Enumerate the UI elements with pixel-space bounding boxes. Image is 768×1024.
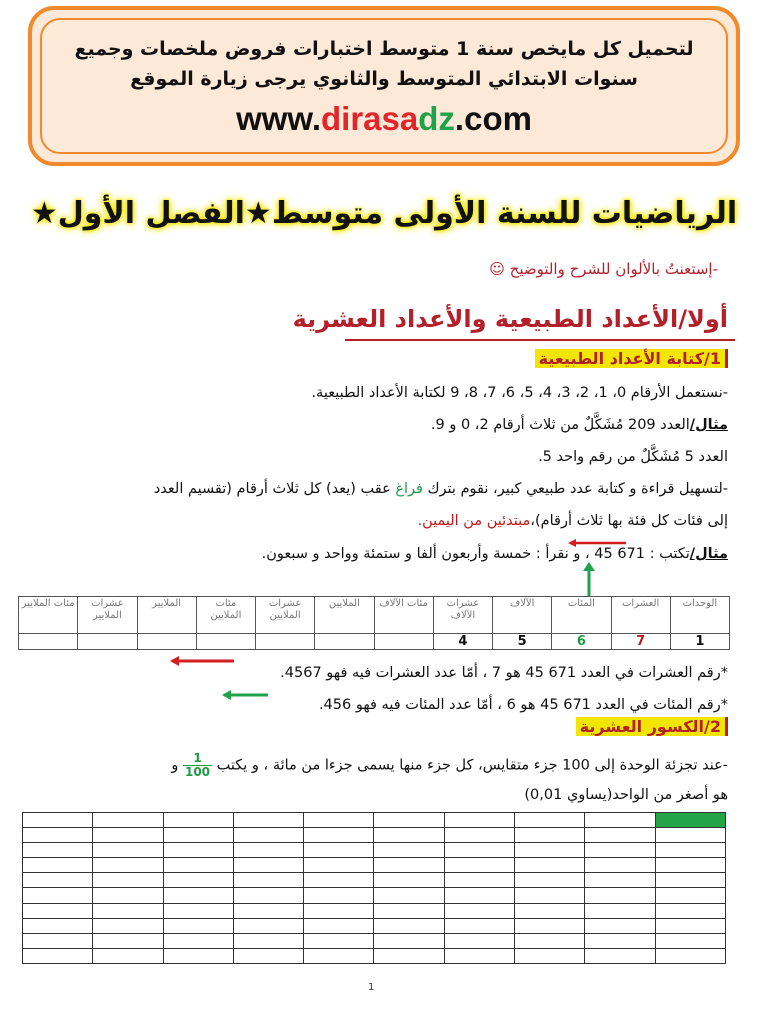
site-green-part: dz [418,100,455,137]
header-cell: الوحدات [670,597,729,634]
grid-cell [163,903,233,918]
paragraph-grouping-1 [154,478,728,500]
grid-cell [23,933,93,948]
grid-cell [585,918,655,933]
digit-cell [315,634,374,650]
grouping-text-c: إلى فئات كل فئة بها ثلاث أرقام)، [530,513,728,529]
grid-cell [515,843,585,858]
hundreds-arrow-green [222,690,270,700]
grid-cell [93,918,163,933]
grid-cell [444,948,514,963]
grid-row [23,903,726,918]
banner-line-1: لتحميل كل مايخص سنة 1 متوسط اختبارات فروض ملخصات وجميع [74,38,694,60]
grid-cell-shaded [655,813,725,828]
grid-cell [23,903,93,918]
site-red-part: dirasa [321,100,419,137]
grid-cell [585,888,655,903]
grid-cell [655,933,725,948]
grid-row [23,813,726,828]
example-label-2: مثال/ [689,546,728,562]
space-arrow-red [568,538,628,548]
grid-cell [304,813,374,828]
subheading-natural-numbers: 1/كتابة الأعداد الطبيعية [535,349,728,368]
grid-cell [233,858,303,873]
grid-cell [374,903,444,918]
site-suffix: .com [454,100,532,137]
grid-cell [163,873,233,888]
colors-note: -إستعنتُ بالألوان للشرح والتوضيح ☺ [489,260,718,278]
header-cell: مئات الملايين [196,597,255,634]
grid-cell [233,948,303,963]
page-number: 1 [368,982,375,993]
grid-row [23,933,726,948]
grid-cell [585,903,655,918]
grid-cell [304,843,374,858]
grid-cell [23,918,93,933]
grid-cell [304,873,374,888]
grid-cell [93,858,163,873]
grid-cell [444,903,514,918]
subheading-decimal-fractions: 2/الكسور العشرية [576,717,728,736]
grid-cell [304,933,374,948]
grid-cell [374,828,444,843]
paragraph-hundredths [171,752,728,779]
grid-row [23,858,726,873]
example-209 [431,414,728,436]
grid-cell [585,933,655,948]
digit-cell [78,634,137,650]
grouping-from-right: مبتدئين من اليمين. [417,513,531,529]
grid-cell [515,933,585,948]
header-cell: الآلاف [493,597,552,634]
grid-cell [93,888,163,903]
tens-example: *رقم العشرات في العدد 671 45 هو 7 ، أمّا عدد العشرات فيه فهو 4567. [280,665,728,681]
paragraph-grouping-2 [417,510,728,532]
grid-cell [93,933,163,948]
grid-cell [655,948,725,963]
grid-cell [444,843,514,858]
header-cell: المئات [552,597,611,634]
grid-cell [515,858,585,873]
example-209-text: العدد 209 مُشَكَّلٌ من ثلاث أرقام 2، 0 و 9. [430,417,690,433]
grid-cell [444,858,514,873]
place-value-digits-row [19,634,730,650]
grid-cell [93,903,163,918]
grid-cell [304,888,374,903]
fraction-numerator: 1 [183,752,212,766]
grid-row [23,873,726,888]
grid-cell [304,903,374,918]
hundred-grid [22,812,726,964]
grid-cell [233,813,303,828]
tens-arrow-red [170,656,236,666]
grid-cell [585,843,655,858]
grid-cell [163,948,233,963]
grid-cell [444,933,514,948]
header-cell: الملايير [137,597,196,634]
grid-cell [515,828,585,843]
example-45671-text: تكتب : 671 45 ، و نقرأ : خمسة وأربعون ألفا و ستمئة وواحد و سبعون. [261,546,690,562]
grid-cell [163,813,233,828]
site-url-link[interactable] [236,100,532,138]
grid-cell [444,918,514,933]
section-heading-1: أولا/الأعداد الطبيعية والأعداد العشرية [292,305,728,333]
hundredths-text-end: و [171,757,183,774]
grid-cell [444,813,514,828]
grid-cell [233,828,303,843]
digit-cell [196,634,255,650]
grid-row [23,948,726,963]
grid-cell [233,888,303,903]
paragraph-digits: -نستعمل الأرقام 0، 1، 2، 3، 4، 5، 6، 7، 8، 9 لكتابة الأعداد الطبيعية. [311,385,728,401]
digit-cell: 1 [670,634,729,650]
grid-cell [304,918,374,933]
grid-cell [374,948,444,963]
grid-cell [655,888,725,903]
grid-cell [655,903,725,918]
grouping-space-word: فراغ [395,481,423,497]
fraction-denominator: 100 [184,765,211,779]
grid-cell [655,828,725,843]
grid-cell [444,828,514,843]
grid-cell [304,858,374,873]
grid-cell [233,918,303,933]
heading-underline [345,337,735,343]
hundreds-example: *رقم المئات في العدد 671 45 هو 6 ، أمّا عدد المئات فيه فهو 456. [318,697,728,713]
grid-cell [23,888,93,903]
example-5: العدد 5 مُشَكَّلٌ من رقم واحد 5. [538,449,728,465]
grid-row [23,888,726,903]
digit-cell [256,634,315,650]
grid-cell [374,813,444,828]
grid-cell [93,873,163,888]
place-value-header-row [19,597,730,634]
header-cell: مئات الملايير [19,597,78,634]
grid-cell [655,843,725,858]
grid-cell [515,903,585,918]
grid-cell [585,828,655,843]
up-arrow-green [582,562,596,596]
grid-cell [515,813,585,828]
grid-cell [585,858,655,873]
grid-cell [515,888,585,903]
grid-cell [163,843,233,858]
example-label: مثال/ [689,417,728,433]
grid-cell [374,873,444,888]
grid-cell [585,873,655,888]
fraction-one-hundredth [183,752,212,779]
grid-cell [374,888,444,903]
example-45671 [262,543,728,565]
grid-cell [374,858,444,873]
hundredths-text: -عند تجزئة الوحدة إلى 100 جزء متقايس، كل جزء منها يسمى جزءا من مائة ، و يكتب [216,757,728,774]
grid-cell [163,828,233,843]
digit-cell [374,634,433,650]
header-cell: عشرات الملايير [78,597,137,634]
promo-banner [28,6,740,166]
grid-cell [444,888,514,903]
grid-cell [233,903,303,918]
grid-cell [304,948,374,963]
grid-cell [93,828,163,843]
grouping-text-a: -لتسهيل قراءة و كتابة عدد طبيعي كبير، نقوم بترك [423,481,728,497]
grid-cell [374,843,444,858]
banner-line-2: سنوات الابتدائي المتوسط والثانوي يرجى زيارة الموقع [130,68,638,90]
grid-cell [93,843,163,858]
header-cell: عشرات الملايين [256,597,315,634]
grid-cell [585,948,655,963]
grid-cell [23,828,93,843]
digit-cell [137,634,196,650]
grid-cell [163,933,233,948]
grouping-text-b: عقب (يعد) كل ثلاث أرقام (تقسيم العدد [153,481,396,497]
grid-cell [23,813,93,828]
grid-cell [233,873,303,888]
paragraph-less-than-one: هو أصغر من الواحد(يساوي 0,01) [524,787,728,803]
digit-cell: 5 [493,634,552,650]
grid-cell [163,918,233,933]
grid-cell [374,918,444,933]
header-cell: مئات الآلاف [374,597,433,634]
grid-cell [163,858,233,873]
grid-cell [374,933,444,948]
grid-cell [23,873,93,888]
grid-cell [444,873,514,888]
digit-cell: 4 [433,634,492,650]
page-title: الرياضيات للسنة الأولى متوسط★الفصل الأول★ [30,196,738,231]
header-cell: العشرات [611,597,670,634]
grid-cell [515,948,585,963]
grid-cell [233,933,303,948]
grid-cell [585,813,655,828]
digit-cell: 6 [552,634,611,650]
digit-cell [19,634,78,650]
grid-cell [515,873,585,888]
grid-cell [93,948,163,963]
grid-cell [23,858,93,873]
grid-cell [233,843,303,858]
grid-cell [23,843,93,858]
site-prefix: www. [236,100,322,137]
grid-row [23,918,726,933]
grid-cell [23,948,93,963]
promo-banner-inner [40,18,728,154]
grid-cell [304,828,374,843]
grid-row [23,828,726,843]
grid-cell [93,813,163,828]
place-value-table [18,596,730,650]
grid-cell [655,873,725,888]
header-cell: عشرات الآلاف [433,597,492,634]
digit-cell: 7 [611,634,670,650]
grid-row [23,843,726,858]
grid-cell [655,858,725,873]
grid-cell [163,888,233,903]
grid-cell [655,918,725,933]
grid-cell [515,918,585,933]
header-cell: الملايين [315,597,374,634]
